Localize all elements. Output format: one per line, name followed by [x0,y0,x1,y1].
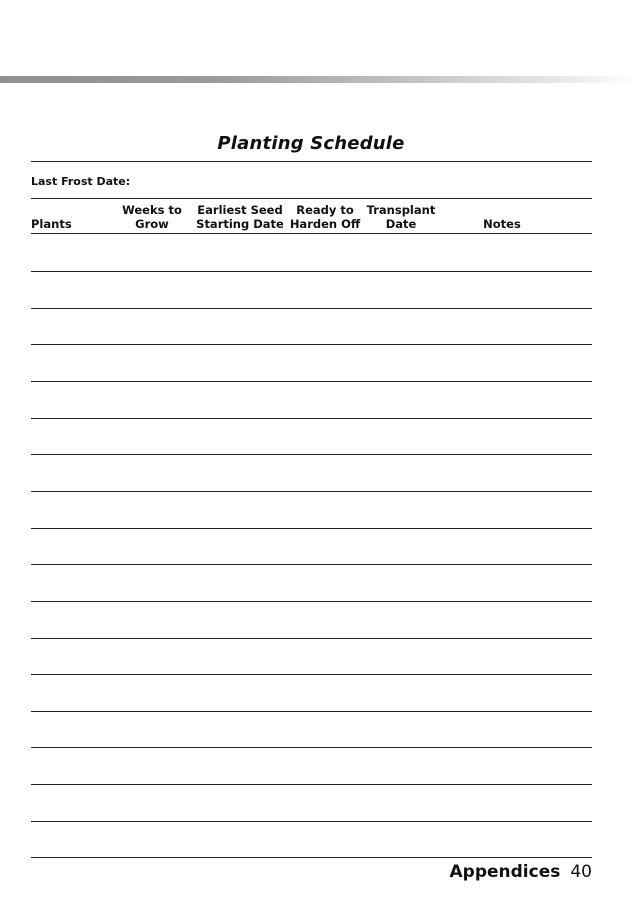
schedule-row-line [31,711,592,712]
schedule-row-line [31,747,592,748]
schedule-row-line [31,528,592,529]
column-header-plants: Plants [31,217,72,231]
schedule-row-line [31,601,592,602]
column-header-weeks-to-grow: Weeks to Grow [122,203,182,231]
schedule-row-line [31,564,592,565]
footer-section-title: Appendices [449,862,561,882]
schedule-row-line [31,344,592,345]
schedule-row-line [31,674,592,675]
header-decorative-bar [0,76,638,83]
schedule-row-line [31,491,592,492]
schedule-row-line [31,857,592,858]
schedule-row-line [31,381,592,382]
schedule-row-line [31,821,592,822]
schedule-row-line [31,271,592,272]
column-header-earliest-seed-starting-date: Earliest Seed Starting Date [196,203,284,231]
schedule-row-line [31,638,592,639]
schedule-row-line [31,308,592,309]
schedule-row-line [31,454,592,455]
page-footer [450,862,593,882]
header-top-rule [31,198,592,199]
page-title: Planting Schedule [217,133,405,154]
title-rule [31,161,592,162]
last-frost-date-label: Last Frost Date: [31,175,131,188]
footer-page-number: 40 [570,862,592,882]
column-header-transplant-date: Transplant Date [366,203,436,231]
header-bottom-rule [31,233,592,234]
column-header-notes: Notes [483,217,521,231]
schedule-row-line [31,418,592,419]
column-header-ready-to-harden-off: Ready to Harden Off [289,203,361,231]
schedule-row-line [31,784,592,785]
